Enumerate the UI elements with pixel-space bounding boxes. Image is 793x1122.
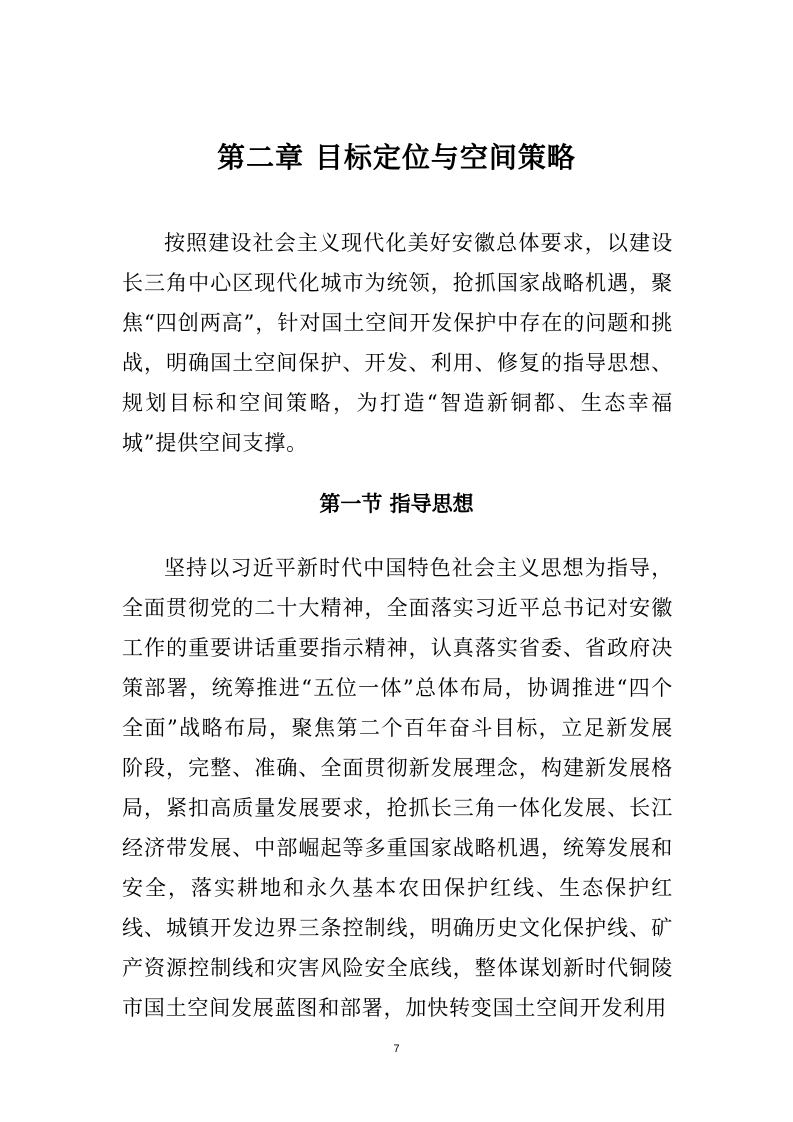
page-number: 7 [393, 1043, 400, 1055]
section-paragraph: 坚持以习近平新时代中国特色社会主义思想为指导，全面贯彻党的二十大精神，全面落实习近平总书记对安徽工作的重要讲话重要指示精神，认真落实省委、省政府决策部署，统筹推进“五位一体”总体布局，协调推进“四个全面”战略布局，聚焦第二个百年奋斗目标，立足新发展阶段，完整、准确、全面贯彻新发展理念，构建新发展格局，紧扣高质量发展要求，抢抓长三角一体化发展、长江经济带发展、中部崛起等多重国家战略机遇，统筹发展和安全，落实耕地和永久基本农田保护红线、生态保护红线、城镇开发边界三条控制线，明确历史文化保护线、矿产资源控制线和灾害风险安全底线，整体谋划新时代铜陵市国土空间发展蓝图和部署，加快转变国土空间开发利用 [122, 556, 673, 1020]
intro-paragraph: 按照建设社会主义现代化美好安徽总体要求，以建设长三角中心区现代化城市为统领，抢抓国家战略机遇，聚焦“四创两高”，针对国土空间开发保护中存在的问题和挑战，明确国土空间保护、开发、利用、修复的指导思想、规划目标和空间策略，为打造“智造新铜都、生态幸福城”提供空间支撑。 [122, 231, 673, 455]
chapter-title: 第二章 目标定位与空间策略 [217, 141, 576, 174]
section-title: 第一节 指导思想 [319, 492, 474, 516]
